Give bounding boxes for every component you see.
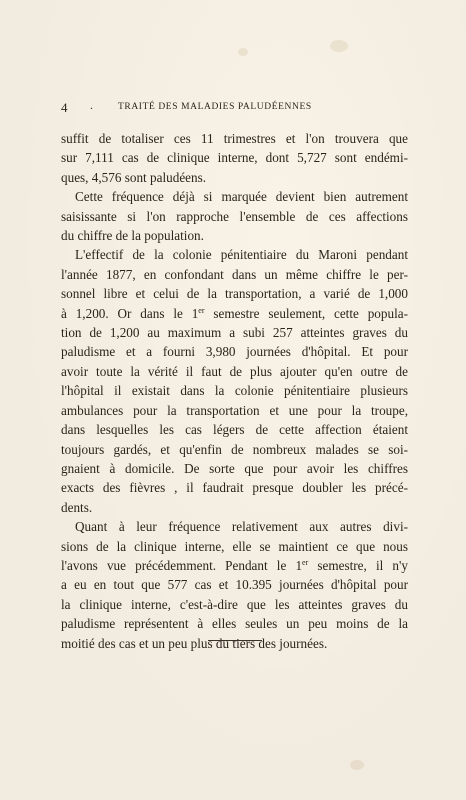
text-line: sonnel libre et celui de la transportation, a varié de 1,000 — [61, 286, 408, 302]
paper-stain — [330, 40, 348, 52]
page-number: 4 — [61, 100, 68, 115]
text-line: dents. — [61, 499, 93, 515]
text-line: Quant à leur fréquence relativement aux autres divi- — [75, 519, 408, 535]
text-line: saisissante si l'on rapproche l'ensemble de ces affections — [61, 208, 408, 224]
text-line: ques, 4,576 sont paludéens. — [61, 169, 207, 185]
text-line: moitié des cas et un peu plus du tiers des journées. — [61, 635, 328, 651]
text-line: dans lesquelles les cas légers de cette affection étaient — [61, 422, 408, 438]
text-line: avoir toute la vérité il faut de plus ajouter qu'en outre de — [61, 363, 408, 379]
paper-stain — [350, 760, 364, 770]
ordinal-superscript: er — [198, 305, 205, 315]
text-line: à 1,200. Or dans le 1er semestre seulement, cette popula- — [61, 305, 408, 321]
text-line: du chiffre de la population. — [61, 228, 204, 244]
end-rule — [208, 640, 262, 641]
text-line: la clinique interne, c'est-à-dire que les atteintes graves du — [61, 596, 408, 612]
text-line: gnaient à domicile. De sorte que pour avoir les chiffres — [61, 460, 408, 476]
text-line: ambulances pour la transportation et une pour la troupe, — [61, 402, 408, 418]
text-line: l'hôpital il existait dans la colonie pénitentiaire plusieurs — [61, 383, 408, 399]
text-line: sions de la clinique interne, elle se maintient ce que nous — [61, 538, 408, 554]
text-line: suffit de totaliser ces 11 trimestres et l'on trouvera que — [61, 131, 408, 146]
text-line: paludisme représentent à elles seules un peu moins de la — [61, 616, 408, 632]
text-line: L'effectif de la colonie pénitentiaire du Maroni pendant — [75, 247, 408, 263]
ordinal-superscript: er — [302, 557, 309, 567]
text-line: paludisme et a fourni 3,980 journées d'hôpital. Et pour — [61, 344, 408, 360]
text-line: a eu en tout que 577 cas et 10.395 journées d'hôpital pour — [61, 577, 408, 593]
text-line: toujours gardés, et qu'enfin de nombreux malades se soi- — [61, 441, 408, 457]
header-separator: . — [90, 98, 93, 112]
text-line: sur 7,111 cas de clinique interne, dont 5,727 sont endémi- — [61, 150, 408, 166]
text-line: exacts des fièvres , il faudrait presque doubler les précé- — [61, 480, 408, 496]
paper-stain — [238, 48, 248, 56]
running-title: TRAITÉ DES MALADIES PALUDÉENNES — [118, 102, 312, 112]
text-line: Cette fréquence déjà si marquée devient bien autrement — [75, 189, 408, 205]
page-header — [61, 98, 406, 115]
text-line: l'avons vue précédemment. Pendant le 1er semestre, il n'y — [61, 557, 409, 573]
text-line: l'année 1877, en confondant dans un même chiffre le per- — [61, 266, 408, 282]
text-line: tion de 1,200 au maximum a subi 257 atteintes graves du — [61, 325, 408, 341]
body-text — [61, 129, 408, 653]
